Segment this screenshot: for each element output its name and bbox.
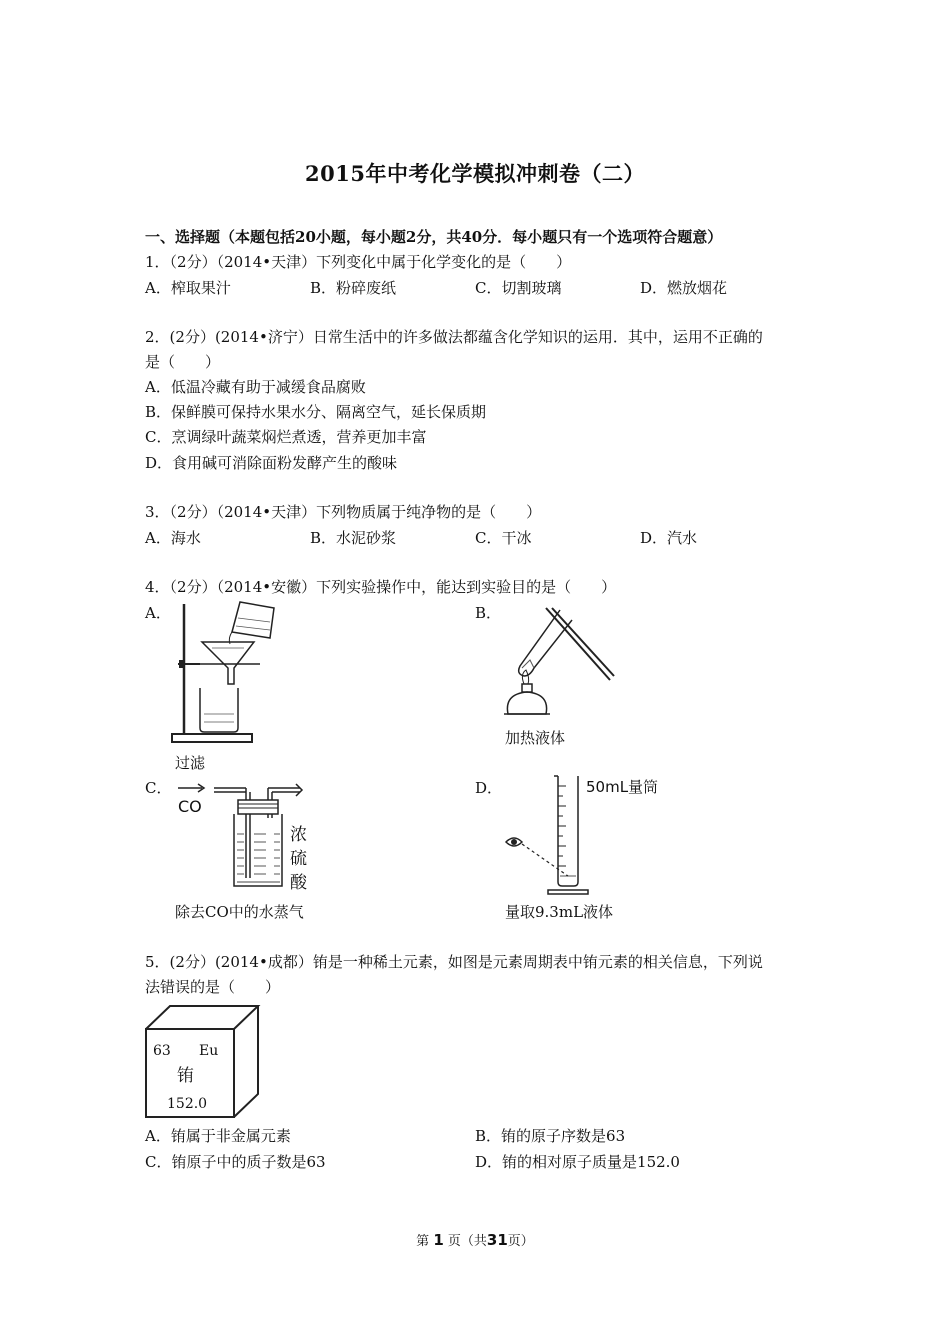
gas-washing-bottle-figure xyxy=(174,778,324,893)
footer-page-number: 1 xyxy=(433,1231,444,1249)
element-symbol: Eu xyxy=(199,1043,219,1059)
element-tile-figure xyxy=(143,1003,265,1121)
q4-option-b[interactable]: B． xyxy=(475,604,502,622)
q2-option-a[interactable]: A．低温冷藏有助于减缓食品腐败 xyxy=(145,378,366,396)
q4-caption-c: 除去CO中的水蒸气 xyxy=(175,903,304,921)
filtration-figure xyxy=(170,598,285,748)
q1-option-d[interactable]: D．燃放烟花 xyxy=(640,279,728,297)
graduated-cylinder-figure xyxy=(500,772,670,897)
acid-label-2: 硫 xyxy=(290,849,307,869)
q3-option-b[interactable]: B．水泥砂浆 xyxy=(310,529,397,547)
question-3-stem: 3．（2分）（2014•天津）下列物质属于纯净物的是（ ） xyxy=(145,503,542,521)
heating-liquid-figure xyxy=(498,604,618,719)
q5-option-d[interactable]: D．铕的相对原子质量是152.0 xyxy=(475,1153,680,1171)
q4-option-c[interactable]: C． xyxy=(145,779,172,797)
q4-caption-a: 过滤 xyxy=(175,754,206,772)
cylinder-label: 50mL量筒 xyxy=(586,778,659,796)
q4-caption-b: 加热液体 xyxy=(505,729,566,747)
question-1-stem: 1．（2分）（2014•天津）下列变化中属于化学变化的是（ ） xyxy=(145,253,572,271)
acid-label-1: 浓 xyxy=(290,825,307,845)
q4-option-a[interactable]: A． xyxy=(145,604,171,622)
q4-option-d[interactable]: D． xyxy=(475,779,503,797)
atomic-mass: 152.0 xyxy=(167,1096,208,1112)
atomic-number: 63 xyxy=(153,1043,171,1059)
question-2-stem-cont: 是（ ） xyxy=(145,353,221,371)
co-gas-label: CO xyxy=(178,797,202,816)
q2-option-b[interactable]: B．保鲜膜可保持水果水分、隔离空气，延长保质期 xyxy=(145,403,487,421)
q2-option-c[interactable]: C．烹调绿叶蔬菜焖烂煮透，营养更加丰富 xyxy=(145,428,427,446)
q5-option-b[interactable]: B．铕的原子序数是63 xyxy=(475,1127,626,1145)
page-title: 2015年中考化学模拟冲刺卷（二） xyxy=(305,161,645,186)
footer-middle: 页（共 xyxy=(447,1234,487,1249)
page-footer xyxy=(0,1230,950,1249)
q1-option-a[interactable]: A．榨取果汁 xyxy=(145,279,231,297)
question-5-stem-cont: 法错误的是（ ） xyxy=(145,978,281,996)
q5-option-a[interactable]: A．铕属于非金属元素 xyxy=(145,1127,291,1145)
footer-suffix: 页） xyxy=(507,1234,534,1249)
q4-caption-d: 量取9.3mL液体 xyxy=(505,903,614,921)
q3-option-d[interactable]: D．汽水 xyxy=(640,529,698,547)
q2-option-d[interactable]: D．食用碱可消除面粉发酵产生的酸味 xyxy=(145,454,398,472)
q3-option-c[interactable]: C．干冰 xyxy=(475,529,532,547)
footer-prefix: 第 xyxy=(416,1234,430,1249)
q5-option-c[interactable]: C．铕原子中的质子数是63 xyxy=(145,1153,326,1171)
element-name: 铕 xyxy=(177,1066,194,1086)
q1-option-c[interactable]: C．切割玻璃 xyxy=(475,279,562,297)
question-2-stem: 2．(2分）(2014•济宁）日常生活中的许多做法都蕴含化学知识的运用．其中，运用不正确的 xyxy=(145,328,763,346)
acid-label-3: 酸 xyxy=(290,873,307,893)
section-heading: 一、选择题（本题包括20小题，每小题2分，共40分．每小题只有一个选项符合题意） xyxy=(145,228,723,246)
q1-option-b[interactable]: B．粉碎废纸 xyxy=(310,279,397,297)
question-5-stem: 5．(2分）(2014•成都）铕是一种稀土元素，如图是元素周期表中铕元素的相关信息，下列说 xyxy=(145,953,763,971)
footer-total-pages: 31 xyxy=(486,1231,508,1249)
question-4-stem: 4．（2分）（2014•安徽）下列实验操作中，能达到实验目的是（ ） xyxy=(145,578,617,596)
q3-option-a[interactable]: A．海水 xyxy=(145,529,201,547)
